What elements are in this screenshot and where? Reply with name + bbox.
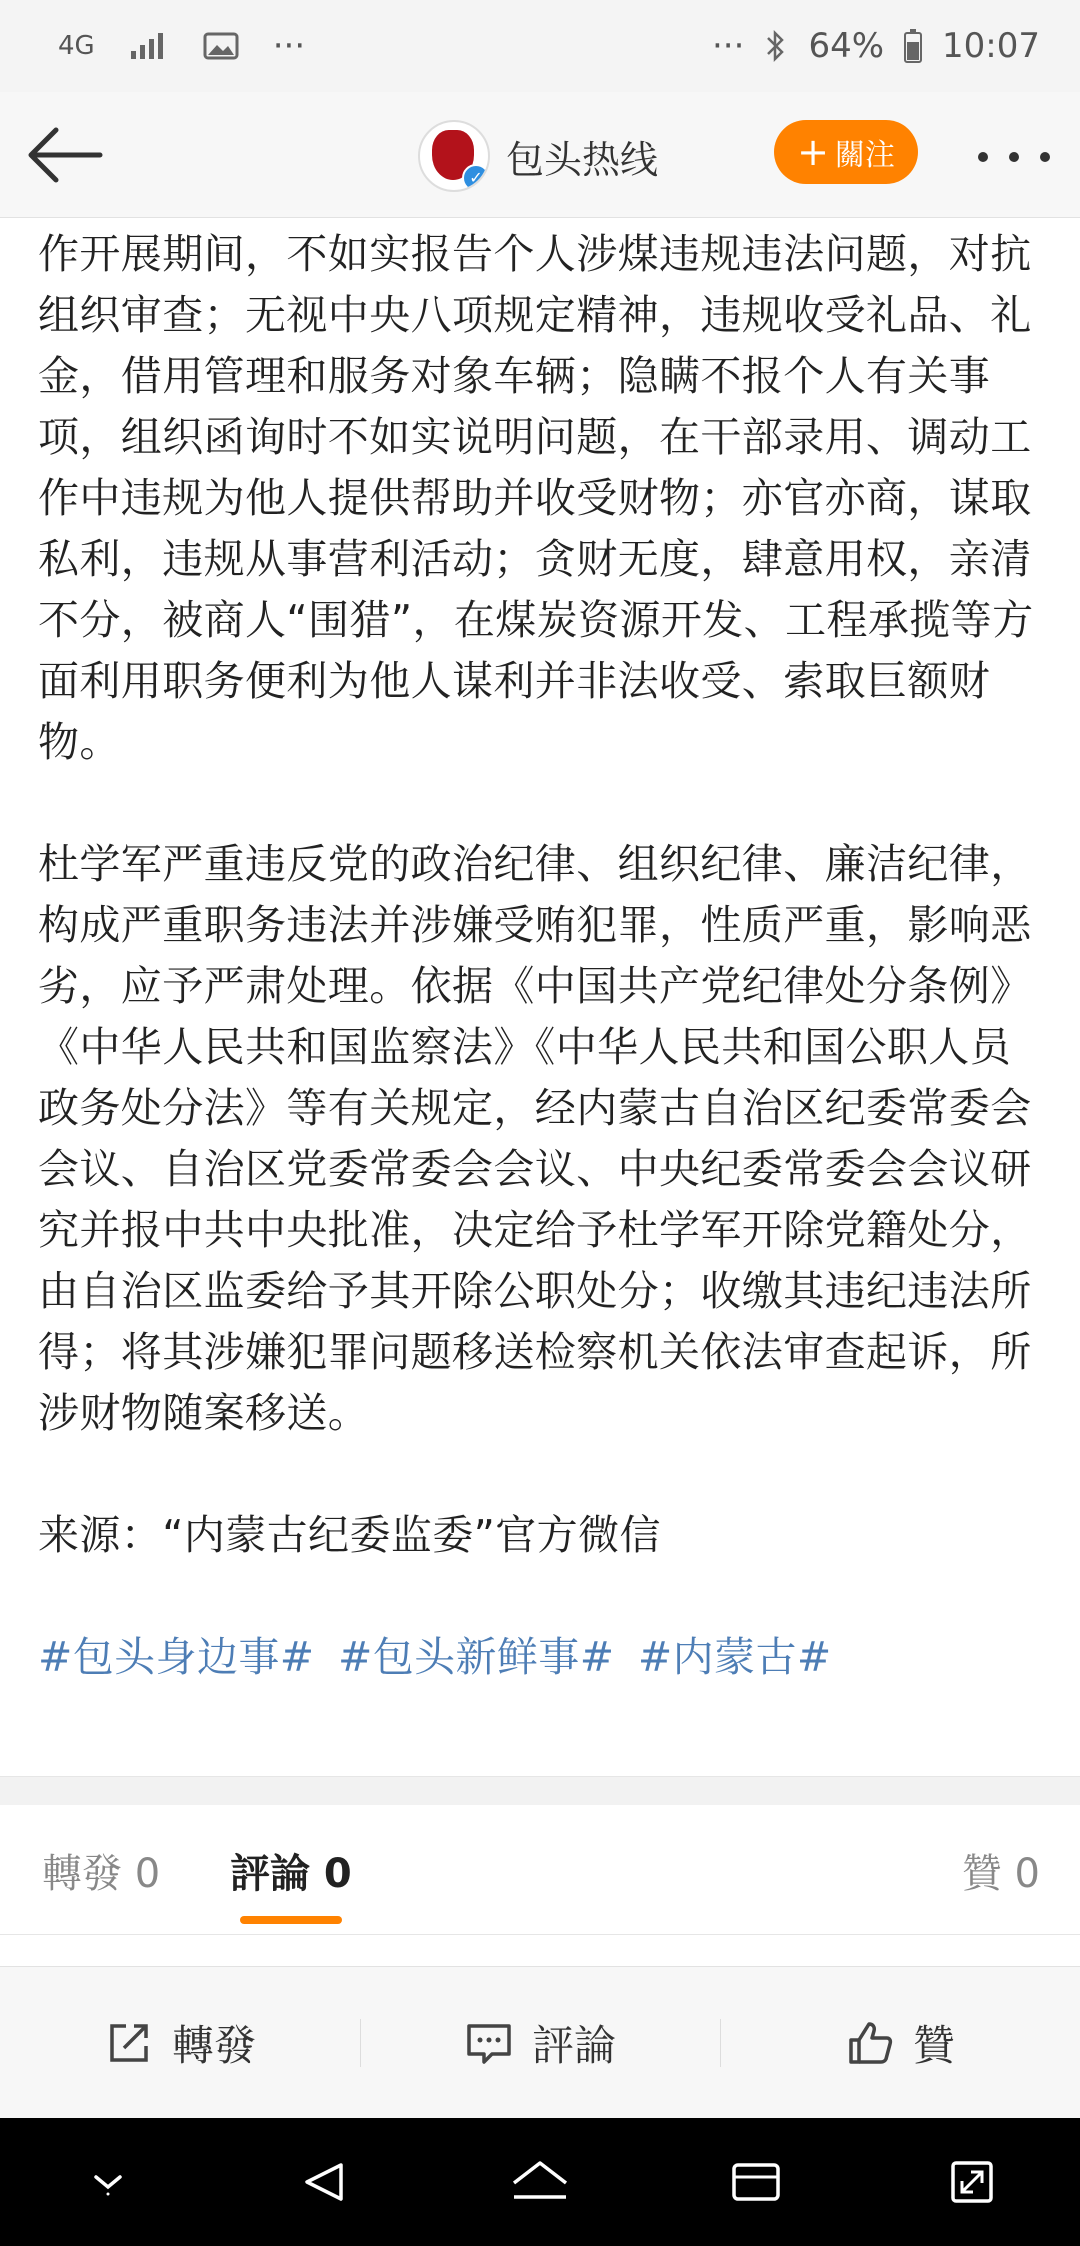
hashtag-list	[38, 1627, 1042, 1688]
verified-badge-icon: ✓	[462, 164, 490, 192]
more-notifications-icon: ···	[272, 26, 306, 66]
comment-label: 評論	[531, 2021, 616, 2070]
system-navigation-bar	[0, 2118, 1080, 2246]
repost-label: 轉發	[171, 2021, 256, 2070]
follow-button[interactable]	[774, 120, 918, 184]
chevron-down-icon	[88, 2167, 128, 2197]
repost-button[interactable]	[0, 1967, 360, 2119]
nav-home-button[interactable]	[500, 2142, 580, 2222]
back-arrow-icon	[26, 120, 106, 190]
more-dot-icon	[1040, 152, 1050, 162]
active-tab-indicator	[240, 1916, 342, 1924]
status-right	[712, 26, 1040, 66]
article-paragraph: 杜学军严重违反党的政治纪律、组织纪律、廉洁纪律，构成严重职务违法并涉嫌受贿犯罪，性质严重，影响恶劣，应予严肃处理。依据《中国共产党纪律处分条例》《中华人民共和国监察法》《中华人民共和国公职人员政务处分法》等有关规定，经内蒙古自治区纪委常委会会议、自治区党委常委会会议、中央纪委常委会会议研究并报中共中央批准，决定给予杜学军开除党籍处分，由自治区监委给予其开除公职处分；收缴其违纪违法所得；将其涉嫌犯罪问题移送检察机关依法审查起诉，所涉财物随案移送。	[38, 840, 1032, 1437]
rotate-screen-icon	[947, 2157, 997, 2207]
tab-reposts[interactable]: 轉發 0	[42, 1851, 161, 1897]
nav-rotate-button[interactable]	[932, 2142, 1012, 2222]
tab-likes[interactable]: 贊 0	[961, 1851, 1040, 1897]
nav-hide-button[interactable]	[68, 2142, 148, 2222]
home-icon	[510, 2157, 570, 2207]
status-left	[58, 26, 305, 66]
clock: 10:07	[942, 26, 1040, 66]
battery-icon	[904, 29, 922, 63]
like-button[interactable]	[720, 1967, 1080, 2119]
tab-comments[interactable]: 評論 0	[230, 1851, 352, 1897]
account-name[interactable]: 包头热线	[506, 137, 659, 182]
article-body	[38, 224, 1042, 1688]
nav-back-button[interactable]	[284, 2142, 364, 2222]
triangle-back-icon	[299, 2157, 349, 2207]
signal-icon	[129, 31, 169, 61]
account-info[interactable]	[418, 116, 658, 196]
share-icon	[104, 2018, 154, 2068]
hashtag-link[interactable]: #包头新鲜事#	[337, 1633, 615, 1681]
comment-icon	[464, 2018, 514, 2068]
interaction-tabs	[0, 1804, 1080, 1935]
more-dot-icon	[1009, 152, 1019, 162]
more-dot-icon	[978, 152, 988, 162]
more-status-icon: ···	[712, 26, 745, 66]
back-button[interactable]	[26, 120, 106, 190]
status-bar	[0, 0, 1080, 92]
network-type-icon: 4G	[58, 31, 95, 61]
battery-percent: 64%	[808, 26, 885, 66]
like-label: 贊	[912, 2021, 955, 2070]
nav-recents-button[interactable]	[716, 2142, 796, 2222]
hashtag-link[interactable]: #包头身边事#	[38, 1633, 315, 1681]
hashtag-link[interactable]: #内蒙古#	[637, 1633, 832, 1681]
article-source: 来源：“内蒙古纪委监委”官方微信	[38, 1511, 661, 1559]
thumbs-up-icon	[845, 2018, 895, 2068]
comment-button[interactable]	[360, 1967, 720, 2119]
plus-icon: +	[797, 130, 829, 174]
section-divider	[0, 1776, 1080, 1805]
follow-label: 關注	[834, 138, 895, 173]
more-options-button[interactable]	[978, 132, 1050, 182]
recent-apps-icon	[728, 2157, 784, 2207]
bluetooth-icon	[764, 28, 788, 64]
header	[0, 92, 1080, 218]
avatar[interactable]	[418, 120, 490, 192]
article-paragraph: 作开展期间，不如实报告个人涉煤违规违法问题，对抗组织审查；无视中央八项规定精神，违规收受礼品、礼金，借用管理和服务对象车辆；隐瞒不报个人有关事项，组织函询时不如实说明问题，在干部录用、调动工作中违规为他人提供帮助并收受财物；亦官亦商，谋取私利，违规从事营利活动；贪财无度，肆意用权，亲清不分，被商人“围猎”，在煤炭资源开发、工程承揽等方面利用职务便利为他人谋利并非法收受、索取巨额财物。	[38, 230, 1034, 766]
image-notification-icon	[203, 31, 239, 61]
action-bar	[0, 1966, 1080, 2119]
